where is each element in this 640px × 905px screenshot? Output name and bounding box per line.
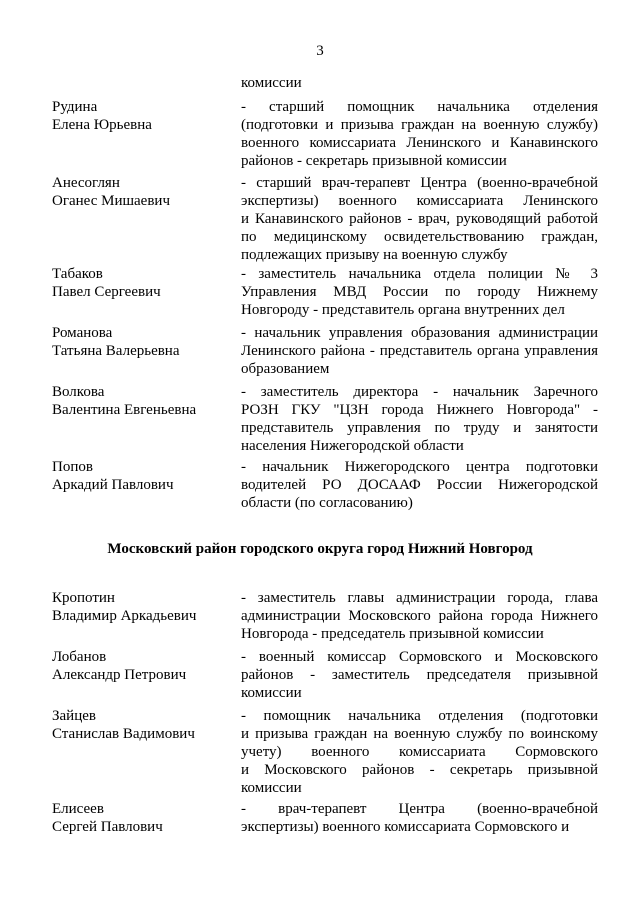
- member-surname: Зайцев: [52, 708, 96, 724]
- position-line: Управления МВД России по городу Нижнему: [241, 284, 598, 300]
- position-line: Ленинского района - представитель органа управления: [241, 343, 598, 359]
- member-surname: Попов: [52, 459, 93, 475]
- position-line: военного комиссариата Ленинского и Канавинского: [241, 135, 598, 151]
- position-line: - врач-терапевт Центра (военно-врачебной: [241, 801, 598, 817]
- member-surname: Рудина: [52, 99, 98, 115]
- member-name: [52, 648, 232, 684]
- member-position: [241, 458, 598, 512]
- position-line: - начальник Нижегородского центра подготовки: [241, 459, 598, 475]
- member-surname: Табаков: [52, 266, 103, 282]
- position-line: комиссии: [241, 685, 302, 701]
- member-name: [52, 265, 232, 301]
- member-surname: Кропотин: [52, 590, 115, 606]
- member-position: [241, 707, 598, 797]
- position-line: - заместитель начальника отдела полиции № 3: [241, 266, 598, 282]
- member-position: [241, 383, 598, 455]
- member-given-names: Валентина Евгеньевна: [52, 402, 197, 418]
- position-line: - старший помощник начальника отделения: [241, 99, 598, 115]
- member-position: [241, 265, 598, 319]
- member-given-names: Татьяна Валерьевна: [52, 343, 180, 359]
- member-name: [52, 324, 232, 360]
- position-line: районов - секретарь призывной комиссии: [241, 153, 507, 169]
- member-name: [52, 174, 232, 210]
- position-line: Новгорода - председатель призывной комиссии: [241, 626, 544, 642]
- member-position: [241, 800, 598, 836]
- member-name: [52, 98, 232, 134]
- position-line: администрации Московского района города Нижнего: [241, 608, 598, 624]
- position-line: и Московского районов - секретарь призывной: [241, 762, 598, 778]
- position-line: области (по согласованию): [241, 495, 413, 511]
- position-line: подлежащих призыву на военную службу: [241, 247, 508, 263]
- position-line: и Канавинского районов - врач, руководящий работой: [241, 211, 598, 227]
- section-title: Московский район городского округа город Нижний Новгород: [107, 541, 533, 557]
- position-line: (подготовки и призыва граждан на военную службу): [241, 117, 598, 133]
- position-line: населения Нижегородской области: [241, 438, 464, 454]
- member-given-names: Станислав Вадимович: [52, 726, 195, 742]
- position-line: комиссии: [241, 780, 302, 796]
- member-name: [52, 800, 232, 836]
- member-given-names: Александр Петрович: [52, 667, 187, 683]
- member-surname: Елисеев: [52, 801, 104, 817]
- member-given-names: Оганес Мишаевич: [52, 193, 170, 209]
- continuation-line: комиссии: [241, 75, 302, 91]
- position-line: - старший врач-терапевт Центра (военно-врачебной: [241, 175, 598, 191]
- position-line: - военный комиссар Сормовского и Московского: [241, 649, 598, 665]
- member-given-names: Владимир Аркадьевич: [52, 608, 197, 624]
- member-name: [52, 707, 232, 743]
- page-number: 3: [316, 43, 324, 59]
- member-position: [241, 174, 598, 264]
- position-line: учету) военного комиссариата Сормовского: [241, 744, 598, 760]
- member-surname: Анесоглян: [52, 175, 120, 191]
- member-surname: Волкова: [52, 384, 105, 400]
- member-given-names: Аркадий Павлович: [52, 477, 174, 493]
- position-line: по медицинскому освидетельствованию граждан,: [241, 229, 598, 245]
- position-line: - начальник управления образования администрации: [241, 325, 598, 341]
- position-line: Новгороду - представитель органа внутренних дел: [241, 302, 565, 318]
- member-given-names: Павел Сергеевич: [52, 284, 161, 300]
- position-line: образованием: [241, 361, 330, 377]
- member-name: [52, 458, 232, 494]
- member-surname: Лобанов: [52, 649, 107, 665]
- position-line: представитель управления по труду и занятости: [241, 420, 598, 436]
- position-line: РОЗН ГКУ "ЦЗН города Нижнего Новгорода" -: [241, 402, 598, 418]
- member-position: [241, 648, 598, 702]
- member-position: [241, 324, 598, 378]
- member-position: [241, 98, 598, 170]
- member-surname: Романова: [52, 325, 113, 341]
- position-line: и призыва граждан на военную службу по воинскому: [241, 726, 598, 742]
- position-line: экспертизы) военного комиссариата Ленинского: [241, 193, 598, 209]
- member-given-names: Елена Юрьевна: [52, 117, 152, 133]
- position-line: экспертизы) военного комиссариата Сормовского и: [241, 819, 570, 835]
- member-position: [241, 589, 598, 643]
- position-line: районов - заместитель председателя призывной: [241, 667, 598, 683]
- position-line: водителей РО ДОСААФ России Нижегородской: [241, 477, 598, 493]
- member-given-names: Сергей Павлович: [52, 819, 163, 835]
- member-name: [52, 589, 232, 625]
- position-line: - заместитель главы администрации города, глава: [241, 590, 598, 606]
- member-name: [52, 383, 232, 419]
- position-line: - заместитель директора - начальник Заречного: [241, 384, 598, 400]
- position-line: - помощник начальника отделения (подготовки: [241, 708, 598, 724]
